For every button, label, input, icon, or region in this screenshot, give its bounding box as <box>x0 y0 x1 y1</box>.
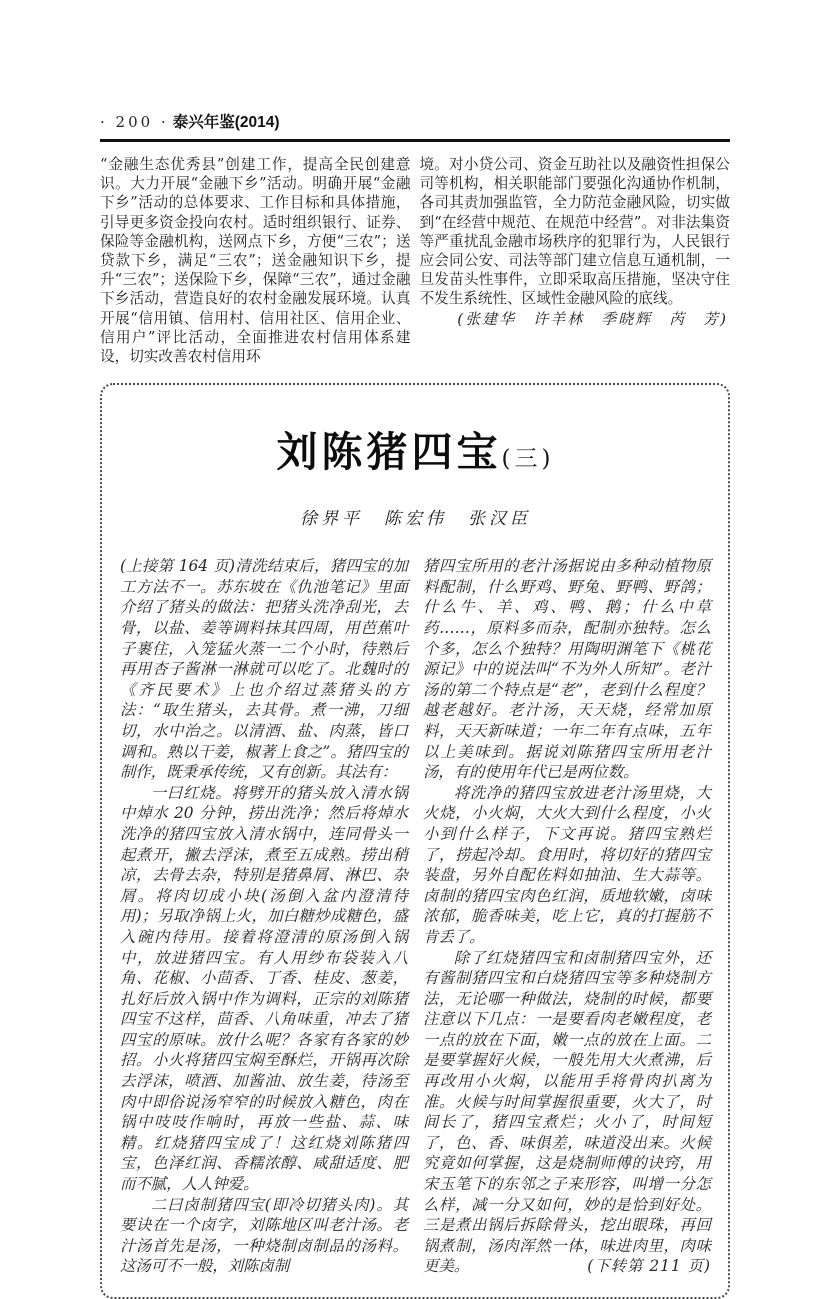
finance-attribution: (张建华 许羊林 季晓辉 芮 芳) <box>457 309 728 328</box>
finance-right-column <box>420 155 731 366</box>
paragraph-other-methods-text: 除了红烧猪四宝和卤制猪四宝外，还有酱制猪四宝和白烧猪四宝等多种烧制方法，无论哪一种做法，烧制的时候，都要注意以下几点：一是要看肉老嫩程度，老一点的放在下面，嫩一点的放在上面。二是要掌握好火候，一般先用大火煮沸，后再改用小火焖，以能用手将骨肉扒离为准。火候与时间掌握很重要，火大了，时间长了，猪四宝煮烂；火小了，时间短了，色、香、味俱差，味道没出来。火候究竟如何掌握，这是烧制师傅的诀窍，用宋玉笔下的东邻之子来形容，叫增一分怎么样，减一分又如何，妙的是恰到好处。三是煮出锅后拆除骨头，挖出眼珠，再回锅煮制，汤肉浑然一体，味进肉里，肉味更美。 <box>423 948 711 1276</box>
finance-right-text: 境。对小贷公司、资金互助社以及融资性担保公司等机构，相关职能部门要强化沟通协作机制，各司其责加强监管，全力防范金融风险，切实做到“在经营中规范、在规范中经营”。对非法集资等严重扰乱金融市场秩序的犯罪行为，人民银行应会同公安、司法等部门建立信息互通机制，一旦发苗头性事件，立即采取高压措施，坚决守住不发生系统性、区域性金融风险的底线。 <box>419 156 730 308</box>
article-title-main: 刘陈猪四宝 <box>276 428 502 477</box>
article-title-part-number: (三) <box>501 446 555 473</box>
paragraph-laozhitang: 猪四宝所用的老汁汤据说由多种动植物原料配制，什么野鸡、野兔、野鸭、野鸽；什么牛、羊、鸡、鸭、鹅；什么中草药……，原料多而杂，配制亦独特。怎么个多，怎么个独特？用陶明渊笔下《桃花源记》中的说法叫“不为外人所知”。老汁汤的第二个特点是“老”，老到什么程度？越老越好。老汁汤，天天烧，经常加原料，天天新味道；一年二年有点味，五年以上美味到。据说刘陈猪四宝所用老汁汤，有的使用年代已是两位数。 <box>423 557 711 782</box>
running-head <box>100 110 730 132</box>
paragraph-continuation: (上接第 164 页)清洗结束后，猪四宝的加工方法不一。苏东坡在《仇池笔记》里面介绍了猪头的做法：把猪头洗净刮光，去骨，以盐、姜等调料抹其四周，用芭蕉叶子裹住，入笼猛火蒸一二个小时，待熟后再用杏子酱淋一淋就可以吃了。北魏时的《齐民要术》上也介绍过蒸猪头的方法：“取生猪头，去其骨。煮一沸，刀细切，水中治之。以清酒、盐、肉蒸，皆口调和。熟以干姜，椒著上食之”。猪四宝的制作，既秉承传统，又有创新。其法有： <box>120 557 408 782</box>
paragraph-other-methods <box>423 948 711 1278</box>
article-box <box>100 383 730 1299</box>
paragraph-luzhi-start: 二曰卤制猪四宝(即冷切猪头肉)。其要诀在一个卤字，刘陈地区叫老汁汤。老汁汤首先是汤，一种烧制卤制品的汤料。这汤可不一般，刘陈卤制 <box>120 1195 408 1276</box>
article-authors: 徐界平 陈宏伟 张汉臣 <box>300 509 531 530</box>
article-title <box>120 419 711 478</box>
finance-section <box>100 155 730 366</box>
continued-note: (下转第 211 页) <box>587 1257 711 1276</box>
finance-left-column: “金融生态优秀县”创建工作，提高全民创建意识。大力开展“金融下乡”活动。明确开展“金融下乡”活动的总体要求、工作目标和具体措施，引导更多资金投向农村。适时组织银行、证券、保险等金融机构，送网点下乡，方便“三农”；送贷款下乡，满足“三农”；送金融知识下乡，提升“三农”；送保险下乡，保障“三农”，通过金融下乡活动，营造良好的农村金融发展环境。认真开展“信用镇、信用村、信用社区、信用企业、信用户”评比活动，全面推进农村信用体系建设，切实改善农村信用环 <box>100 156 411 366</box>
page-number: · 200 · <box>100 113 169 131</box>
book-title: 泰兴年鉴(2014) <box>172 114 280 131</box>
paragraph-hongshao: 一曰红烧。将劈开的猪头放入清水锅中焯水 20 分钟，捞出洗净；然后将焯水洗净的猪四宝放入清水锅中，连同骨头一起煮开，撇去浮沫，煮至五成熟。捞出稍凉，去骨去杂，特别是猪鼻屑、淋巴、杂屑。将肉切成小块(汤倒入盆内澄清待用)；另取净锅上火，加白糖炒成糖色，盛入碗内待用。接着将澄清的原汤倒入锅中，放进猪四宝。有人用纱布袋装入八角、花椒、小茴香、丁香、桂皮、葱姜，扎好后放入锅中作为调料，正宗的刘陈猪四宝不这样，茴香、八角味重，冲去了猪四宝的原味。放什么呢？各家有各家的妙招。小火将猪四宝焖至酥烂，开锅再次除去浮沫，喷酒、加酱油、放生姜，待汤至肉中即俗说汤窄窄的时候放入糖色，肉在锅中吱吱作响时，再放一些盐、蒜、味精。红烧猪四宝成了！这红烧刘陈猪四宝，色泽红润、香糯浓醇、咸甜适度、肥而不腻，人人钟爱。 <box>120 783 408 1194</box>
paragraph-luzhi-method: 将洗净的猪四宝放进老汁汤里烧，大火烧，小火焖，大火大到什么程度，小火小到什么样子，下文再说。猪四宝熟烂了，捞起冷却。食用时，将切好的猪四宝装盘，另外自配佐料如抽油、生大蒜等。卤制的猪四宝肉色红润，质地软嫩，卤味浓郁，脆香味美，吃上它，真的打握筋不肯丢了。 <box>423 783 711 946</box>
header-rule <box>100 139 730 142</box>
